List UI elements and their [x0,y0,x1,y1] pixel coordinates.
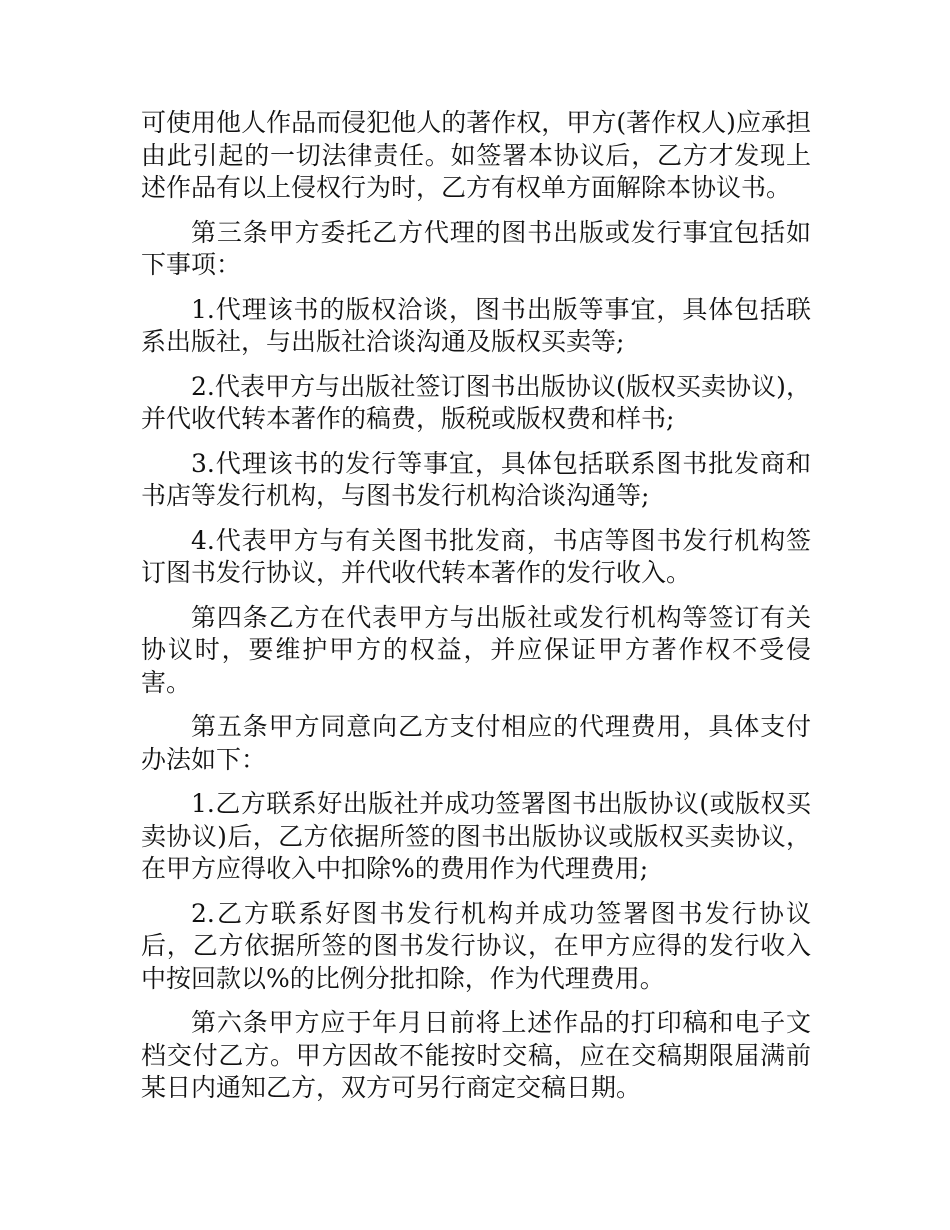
paragraph-article-4: 第四条乙方在代表甲方与出版社或发行机构等签订有关协议时，要维护甲方的权益，并应保证甲方著作权不受侵害。 [141,602,811,697]
paragraph-article-5-item-1: 1.乙方联系好出版社并成功签署图书出版协议(或版权买卖协议)后，乙方依据所签的图书出版协议或版权买卖协议，在甲方应得收入中扣除%的费用作为代理费用; [141,789,811,883]
paragraph-article-3-item-3: 3.代理该书的发行等事宜，具体包括联系图书批发商和书店等发行机构，与图书发行机构洽谈沟通等; [141,448,811,510]
paragraph-article-3-item-1: 1.代理该书的版权洽谈，图书出版等事宜，具体包括联系出版社，与出版社洽谈沟通及版权买卖等; [141,294,811,356]
paragraph-article-3-item-4: 4.代表甲方与有关图书批发商，书店等图书发行机构签订图书发行协议，并代收代转本著作的发行收入。 [141,525,811,587]
paragraph-article-3: 第三条甲方委托乙方代理的图书出版或发行事宜包括如下事项： [141,217,811,279]
paragraph-article-3-item-2: 2.代表甲方与出版社签订图书出版协议(版权买卖协议)，并代收代转本著作的稿费，版税或版权费和样书; [141,371,811,433]
paragraph-article-6: 第六条甲方应于年月日前将上述作品的打印稿和电子文档交付乙方。甲方因故不能按时交稿，应在交稿期限届满前某日内通知乙方，双方可另行商定交稿日期。 [141,1008,811,1102]
paragraph-article-5: 第五条甲方同意向乙方支付相应的代理费用，具体支付办法如下： [141,712,811,774]
document-body [141,107,811,1117]
paragraph-article-5-item-2: 2.乙方联系好图书发行机构并成功签署图书发行协议后，乙方依据所签的图书发行协议，在甲方应得的发行收入中按回款以%的比例分批扣除，作为代理费用。 [141,898,811,993]
paragraph-continuation: 可使用他人作品而侵犯他人的著作权，甲方(著作权人)应承担由此引起的一切法律责任。如签署本协议后，乙方才发现上述作品有以上侵权行为时，乙方有权单方面解除本协议书。 [141,108,811,202]
